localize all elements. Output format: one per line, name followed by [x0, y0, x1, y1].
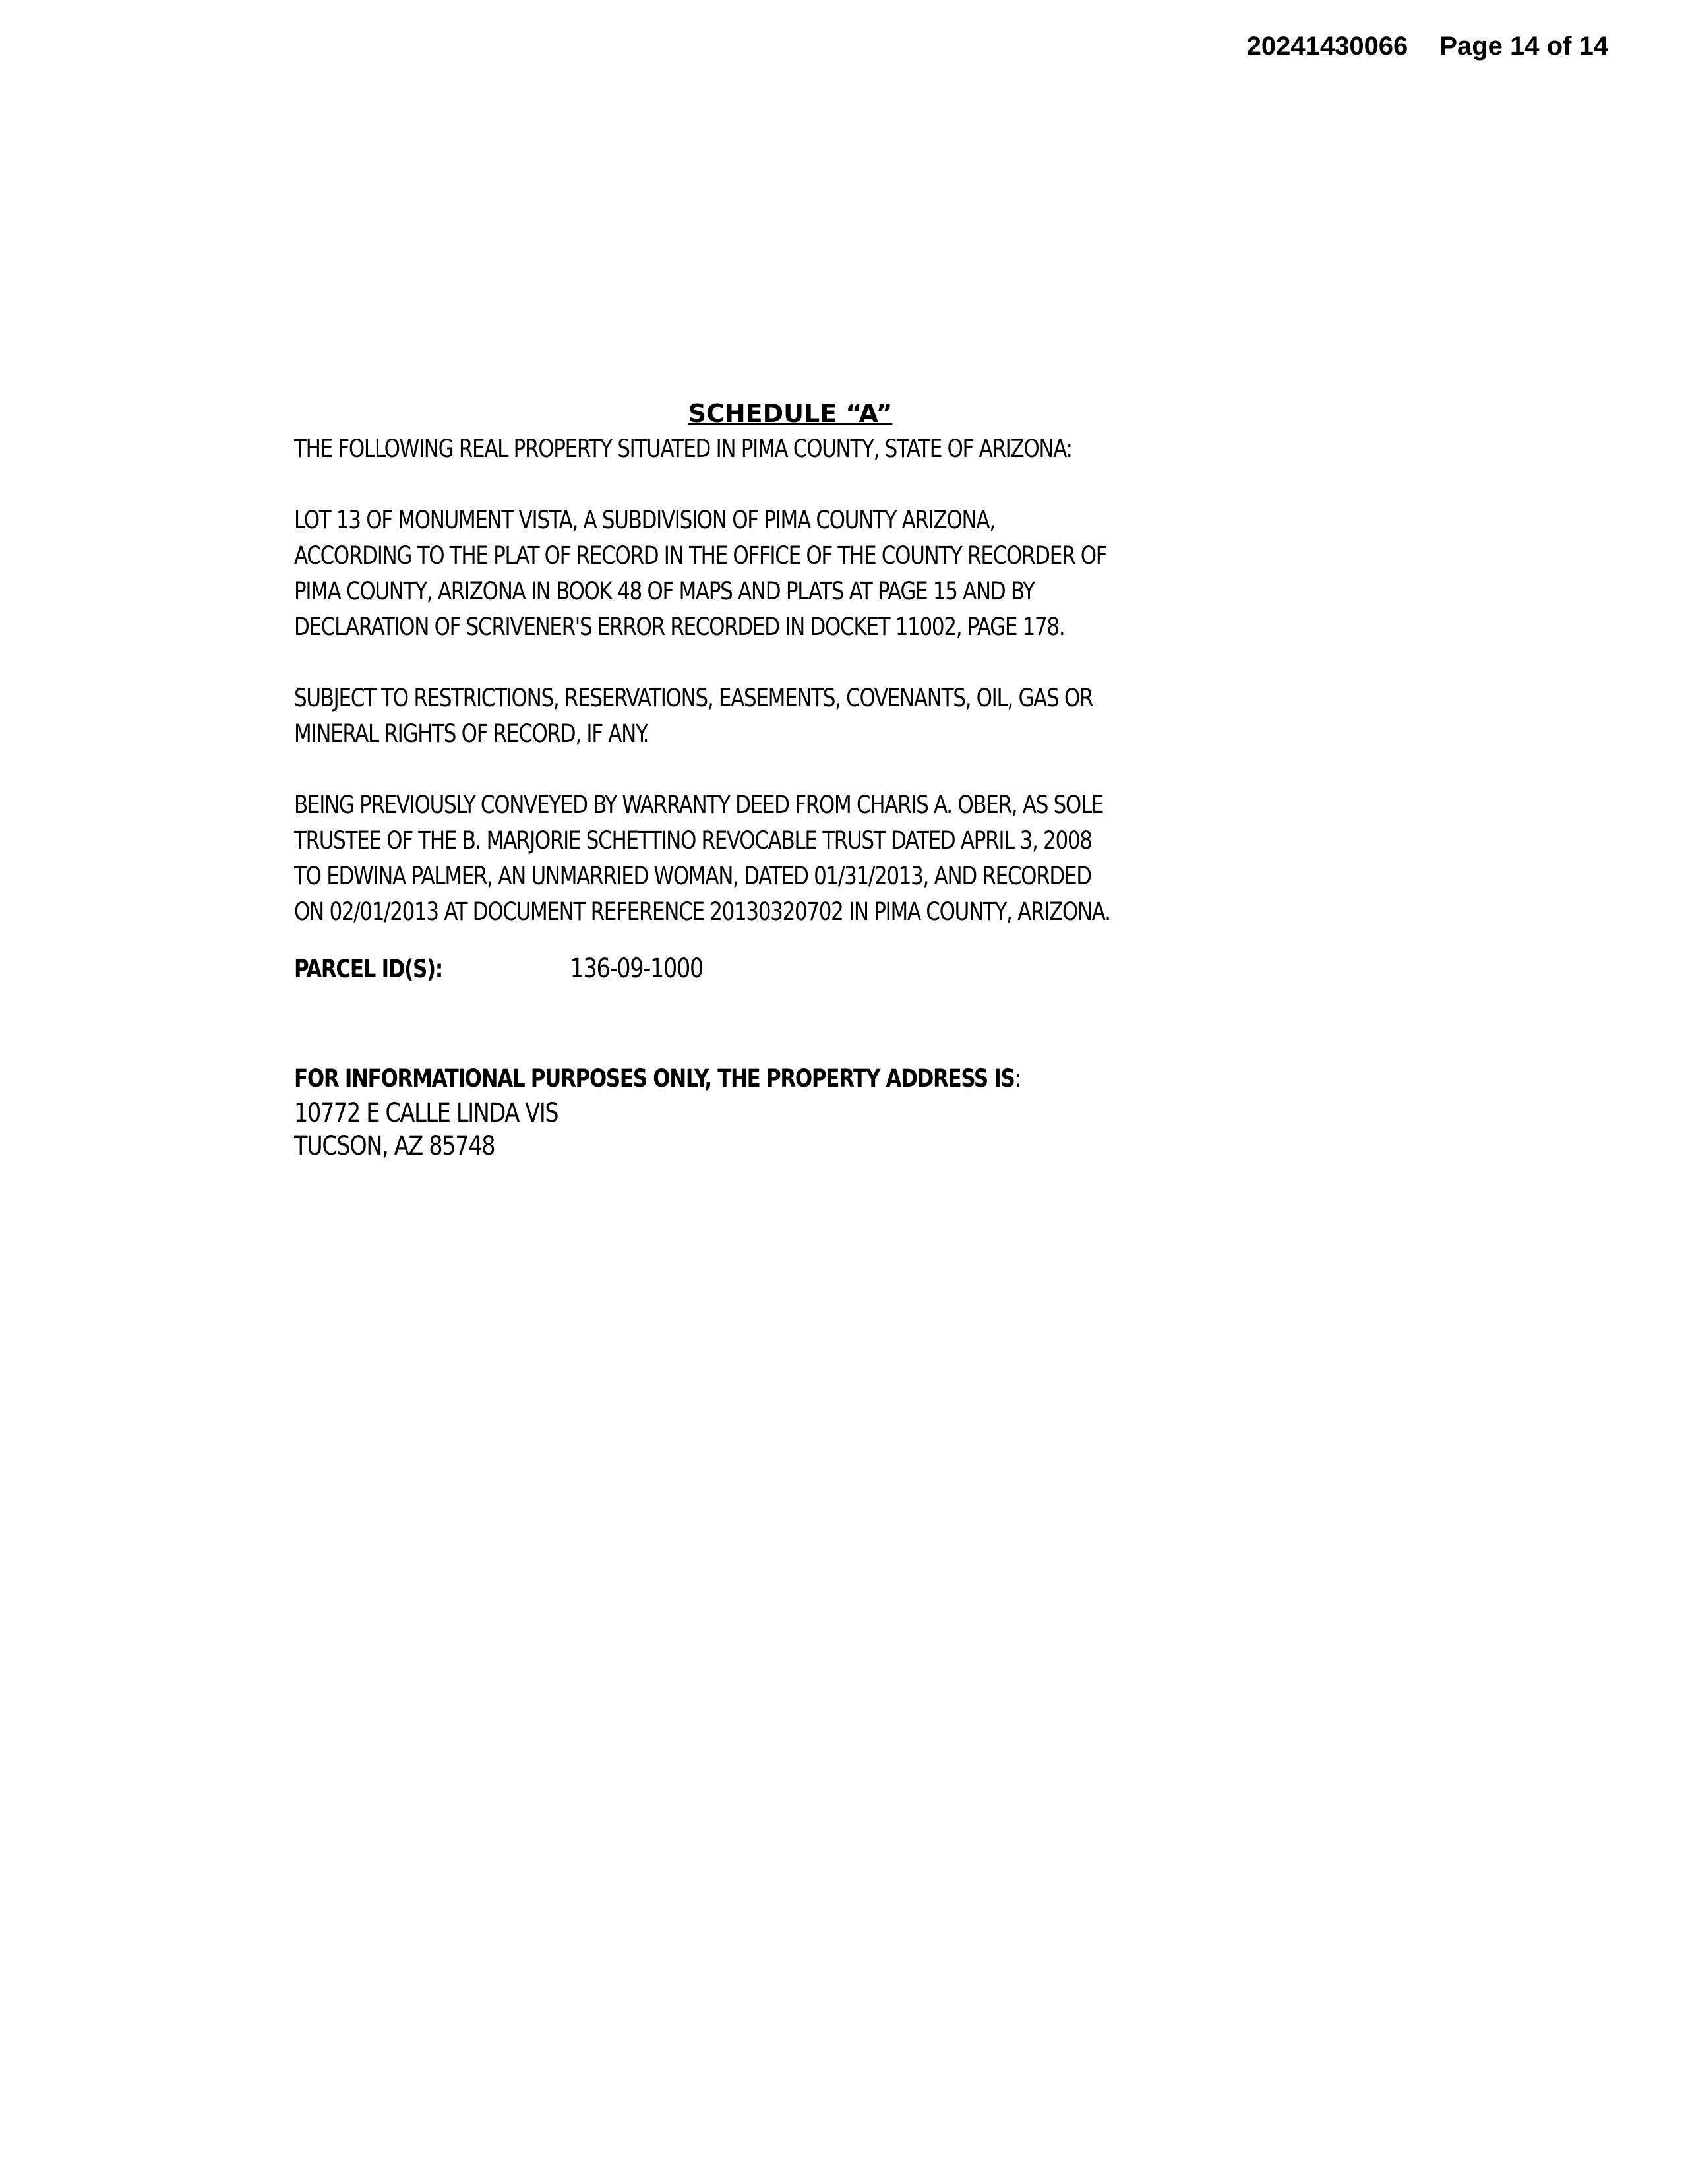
property-address-block: [294, 1061, 1337, 1163]
page-number: Page 14 of 14: [1439, 32, 1608, 61]
parcel-label: PARCEL ID(S):: [294, 955, 442, 983]
parcel-id: 136-09-1000: [570, 954, 703, 984]
schedule-body: [294, 431, 1337, 1163]
address-street: 10772 E CALLE LINDA VIS: [294, 1098, 558, 1128]
address-colon: :: [1014, 1064, 1021, 1093]
parcel-row: [294, 951, 1337, 987]
schedule-title: SCHEDULE “A”: [688, 399, 893, 428]
address-intro-line: [294, 1061, 1337, 1097]
restrictions-paragraph: SUBJECT TO RESTRICTIONS, RESERVATIONS, EASEMENTS, COVENANTS, OIL, GAS OR MINERAL RIGHTS OF RECORD, IF ANY.: [294, 684, 1093, 748]
address-city-state-zip: TUCSON, AZ 85748: [294, 1131, 495, 1161]
document-number: 20241430066: [1246, 32, 1408, 61]
schedule-a-content: [294, 396, 1415, 1163]
page-header: [1247, 32, 1608, 61]
address-intro: FOR INFORMATIONAL PURPOSES ONLY, THE PROPERTY ADDRESS IS: [294, 1064, 1015, 1093]
schedule-intro: THE FOLLOWING REAL PROPERTY SITUATED IN PIMA COUNTY, STATE OF ARIZONA:: [294, 435, 1072, 463]
legal-description-paragraph: LOT 13 OF MONUMENT VISTA, A SUBDIVISION OF PIMA COUNTY ARIZONA, ACCORDING TO THE PLAT OF RECORD IN THE OFFICE OF THE COUNTY RECORDER OF PIMA COUNTY, ARIZONA IN BOOK 48 OF MAPS AND PLATS AT PAGE 15 AND BY DECLARATION OF SCRIVENER'S ERROR RECORDED IN DOCKET 11002, PAGE 178.: [294, 506, 1107, 641]
prior-conveyance-paragraph: BEING PREVIOUSLY CONVEYED BY WARRANTY DEED FROM CHARIS A. OBER, AS SOLE TRUSTEE OF THE B. MARJORIE SCHETTINO REVOCABLE TRUST DATED APRIL 3, 2008 TO EDWINA PALMER, AN UNMARRIED WOMAN, DATED 01/31/2013, AND RECORDED ON 02/01/2013 AT DOCUMENT REFERENCE 20130320702 IN PIMA COUNTY, ARIZONA.: [294, 791, 1110, 926]
